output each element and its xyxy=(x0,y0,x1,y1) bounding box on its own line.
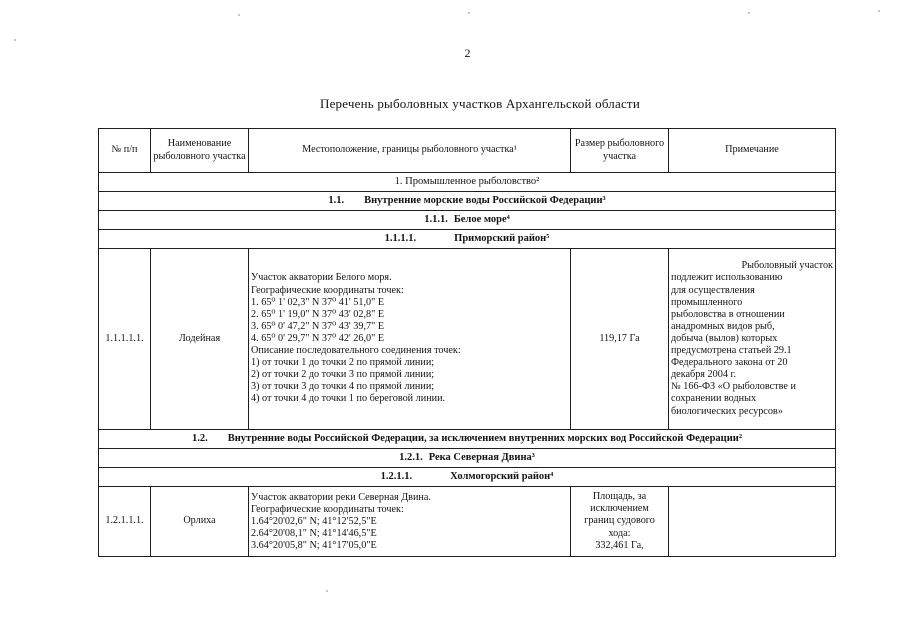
location-line: 1. 65⁰ 1' 02,3" N 37⁰ 41' 51,0" E xyxy=(251,296,385,308)
section-row xyxy=(99,468,836,487)
section-title xyxy=(99,192,836,211)
section-text: Приморский район⁵ xyxy=(454,232,550,244)
header-location: Местоположение, границы рыболовного участка¹ xyxy=(249,129,571,173)
size-line: хода: xyxy=(608,527,631,539)
location-line: Участок акватории Белого моря. xyxy=(251,272,392,284)
section-row xyxy=(99,430,836,449)
section-text: Белое море⁴ xyxy=(453,213,510,225)
location-line: Географические координаты точек: xyxy=(251,503,404,515)
area-note xyxy=(669,249,836,430)
note-line: № 166-ФЗ «О рыболовстве и xyxy=(671,381,796,393)
location-line: Географические координаты точек: xyxy=(251,284,404,296)
location-line: 1.64°20'02,6" N; 41°12'52,5"E xyxy=(251,515,377,527)
note-line: биологических ресурсов» xyxy=(671,405,783,417)
area-name: Лодейная xyxy=(151,249,249,430)
section-title: 1. Промышленное рыболовство² xyxy=(99,173,836,192)
note-line: Федерального закона от 20 xyxy=(671,357,788,369)
note-line: анадромных видов рыб, xyxy=(671,320,775,332)
row-number: 1.2.1.1.1. xyxy=(99,487,151,557)
row-number: 1.1.1.1.1. xyxy=(99,249,151,430)
area-size: 119,17 Га xyxy=(571,249,669,430)
table-header-row xyxy=(99,129,836,173)
section-number: 1.1.1.1. xyxy=(384,232,417,244)
note-line: для осуществления xyxy=(671,284,755,296)
scan-speck xyxy=(238,14,240,16)
note-line: добыча (вылов) которых xyxy=(671,332,778,344)
area-location xyxy=(249,487,571,557)
location-line: 3.64°20'05,8" N; 41°17'05,0"E xyxy=(251,540,377,552)
note-line: промышленного xyxy=(671,296,743,308)
table-row xyxy=(99,487,836,557)
section-title xyxy=(99,430,836,449)
section-number: 1.1.1. xyxy=(424,213,448,225)
note-line: подлежит использованию xyxy=(671,272,783,284)
location-line: 4) от точки 4 до точки 1 по береговой линии. xyxy=(251,393,446,405)
area-name: Орлиха xyxy=(151,487,249,557)
header-name: Наименование рыболовного участка xyxy=(151,129,249,173)
section-title xyxy=(99,468,836,487)
area-size xyxy=(571,487,669,557)
location-line: Участок акватории реки Северная Двина. xyxy=(251,491,431,503)
section-text: Внутренние воды Российской Федерации, за исключением внутренних морских вод Российской Федерации² xyxy=(227,432,742,444)
table-row xyxy=(99,249,836,430)
section-row xyxy=(99,449,836,468)
area-note xyxy=(669,487,836,557)
section-number: 1.2.1. xyxy=(399,451,423,463)
section-number: 1.2. xyxy=(192,432,208,444)
location-line: 4. 65⁰ 0' 29,7" N 37⁰ 42' 26,0" E xyxy=(251,332,385,344)
scan-speck xyxy=(14,39,16,41)
size-line: исключением xyxy=(590,503,649,515)
section-row xyxy=(99,211,836,230)
location-line: 3. 65⁰ 0' 47,2" N 37⁰ 43' 39,7" E xyxy=(251,320,385,332)
scan-speck xyxy=(468,12,470,14)
note-line: декабря 2004 г. xyxy=(671,369,737,381)
section-text: Холмогорский район⁴ xyxy=(450,470,554,482)
section-title xyxy=(99,211,836,230)
note-line: рыболовства в отношении xyxy=(671,308,785,320)
note-line: сохранении водных xyxy=(671,393,757,405)
area-location xyxy=(249,249,571,430)
location-line: Описание последовательного соединения точек: xyxy=(251,345,461,357)
location-line: 3) от точки 3 до точки 4 по прямой линии; xyxy=(251,381,435,393)
fishing-areas-table xyxy=(98,128,836,557)
scan-speck xyxy=(748,12,750,14)
header-num: № п/п xyxy=(99,129,151,173)
section-number: 1.1. xyxy=(328,194,345,206)
note-line: Рыболовный участок xyxy=(741,260,833,272)
section-row xyxy=(99,192,836,211)
size-line: Площадь, за xyxy=(592,491,647,503)
section-title xyxy=(99,230,836,249)
location-line: 2.64°20'08,1" N; 41°14'46,5"E xyxy=(251,528,377,540)
section-text: Река Северная Двина³ xyxy=(428,451,535,463)
note-line: предусмотрена статьей 29.1 xyxy=(671,345,792,357)
page-number: 2 xyxy=(464,46,471,60)
size-line: границ судового xyxy=(584,515,655,527)
location-line: 2) от точки 2 до точки 3 по прямой линии; xyxy=(251,369,435,381)
size-line: 332,461 Га, xyxy=(595,539,644,551)
section-row xyxy=(99,230,836,249)
section-number: 1.2.1.1. xyxy=(380,470,413,482)
scan-speck xyxy=(878,10,880,12)
document-title: Перечень рыболовных участков Архангельской области xyxy=(320,96,640,111)
header-size: Размер рыболовного участка xyxy=(571,129,669,173)
section-title xyxy=(99,449,836,468)
section-row xyxy=(99,173,836,192)
scan-speck xyxy=(326,590,328,592)
location-line: 2. 65⁰ 1' 19,0" N 37⁰ 43' 02,8" E xyxy=(251,308,385,320)
location-line: 1) от точки 1 до точки 2 по прямой линии; xyxy=(251,357,435,369)
header-note: Примечание xyxy=(669,129,836,173)
section-text: Внутренние морские воды Российской Федерации³ xyxy=(364,194,606,206)
